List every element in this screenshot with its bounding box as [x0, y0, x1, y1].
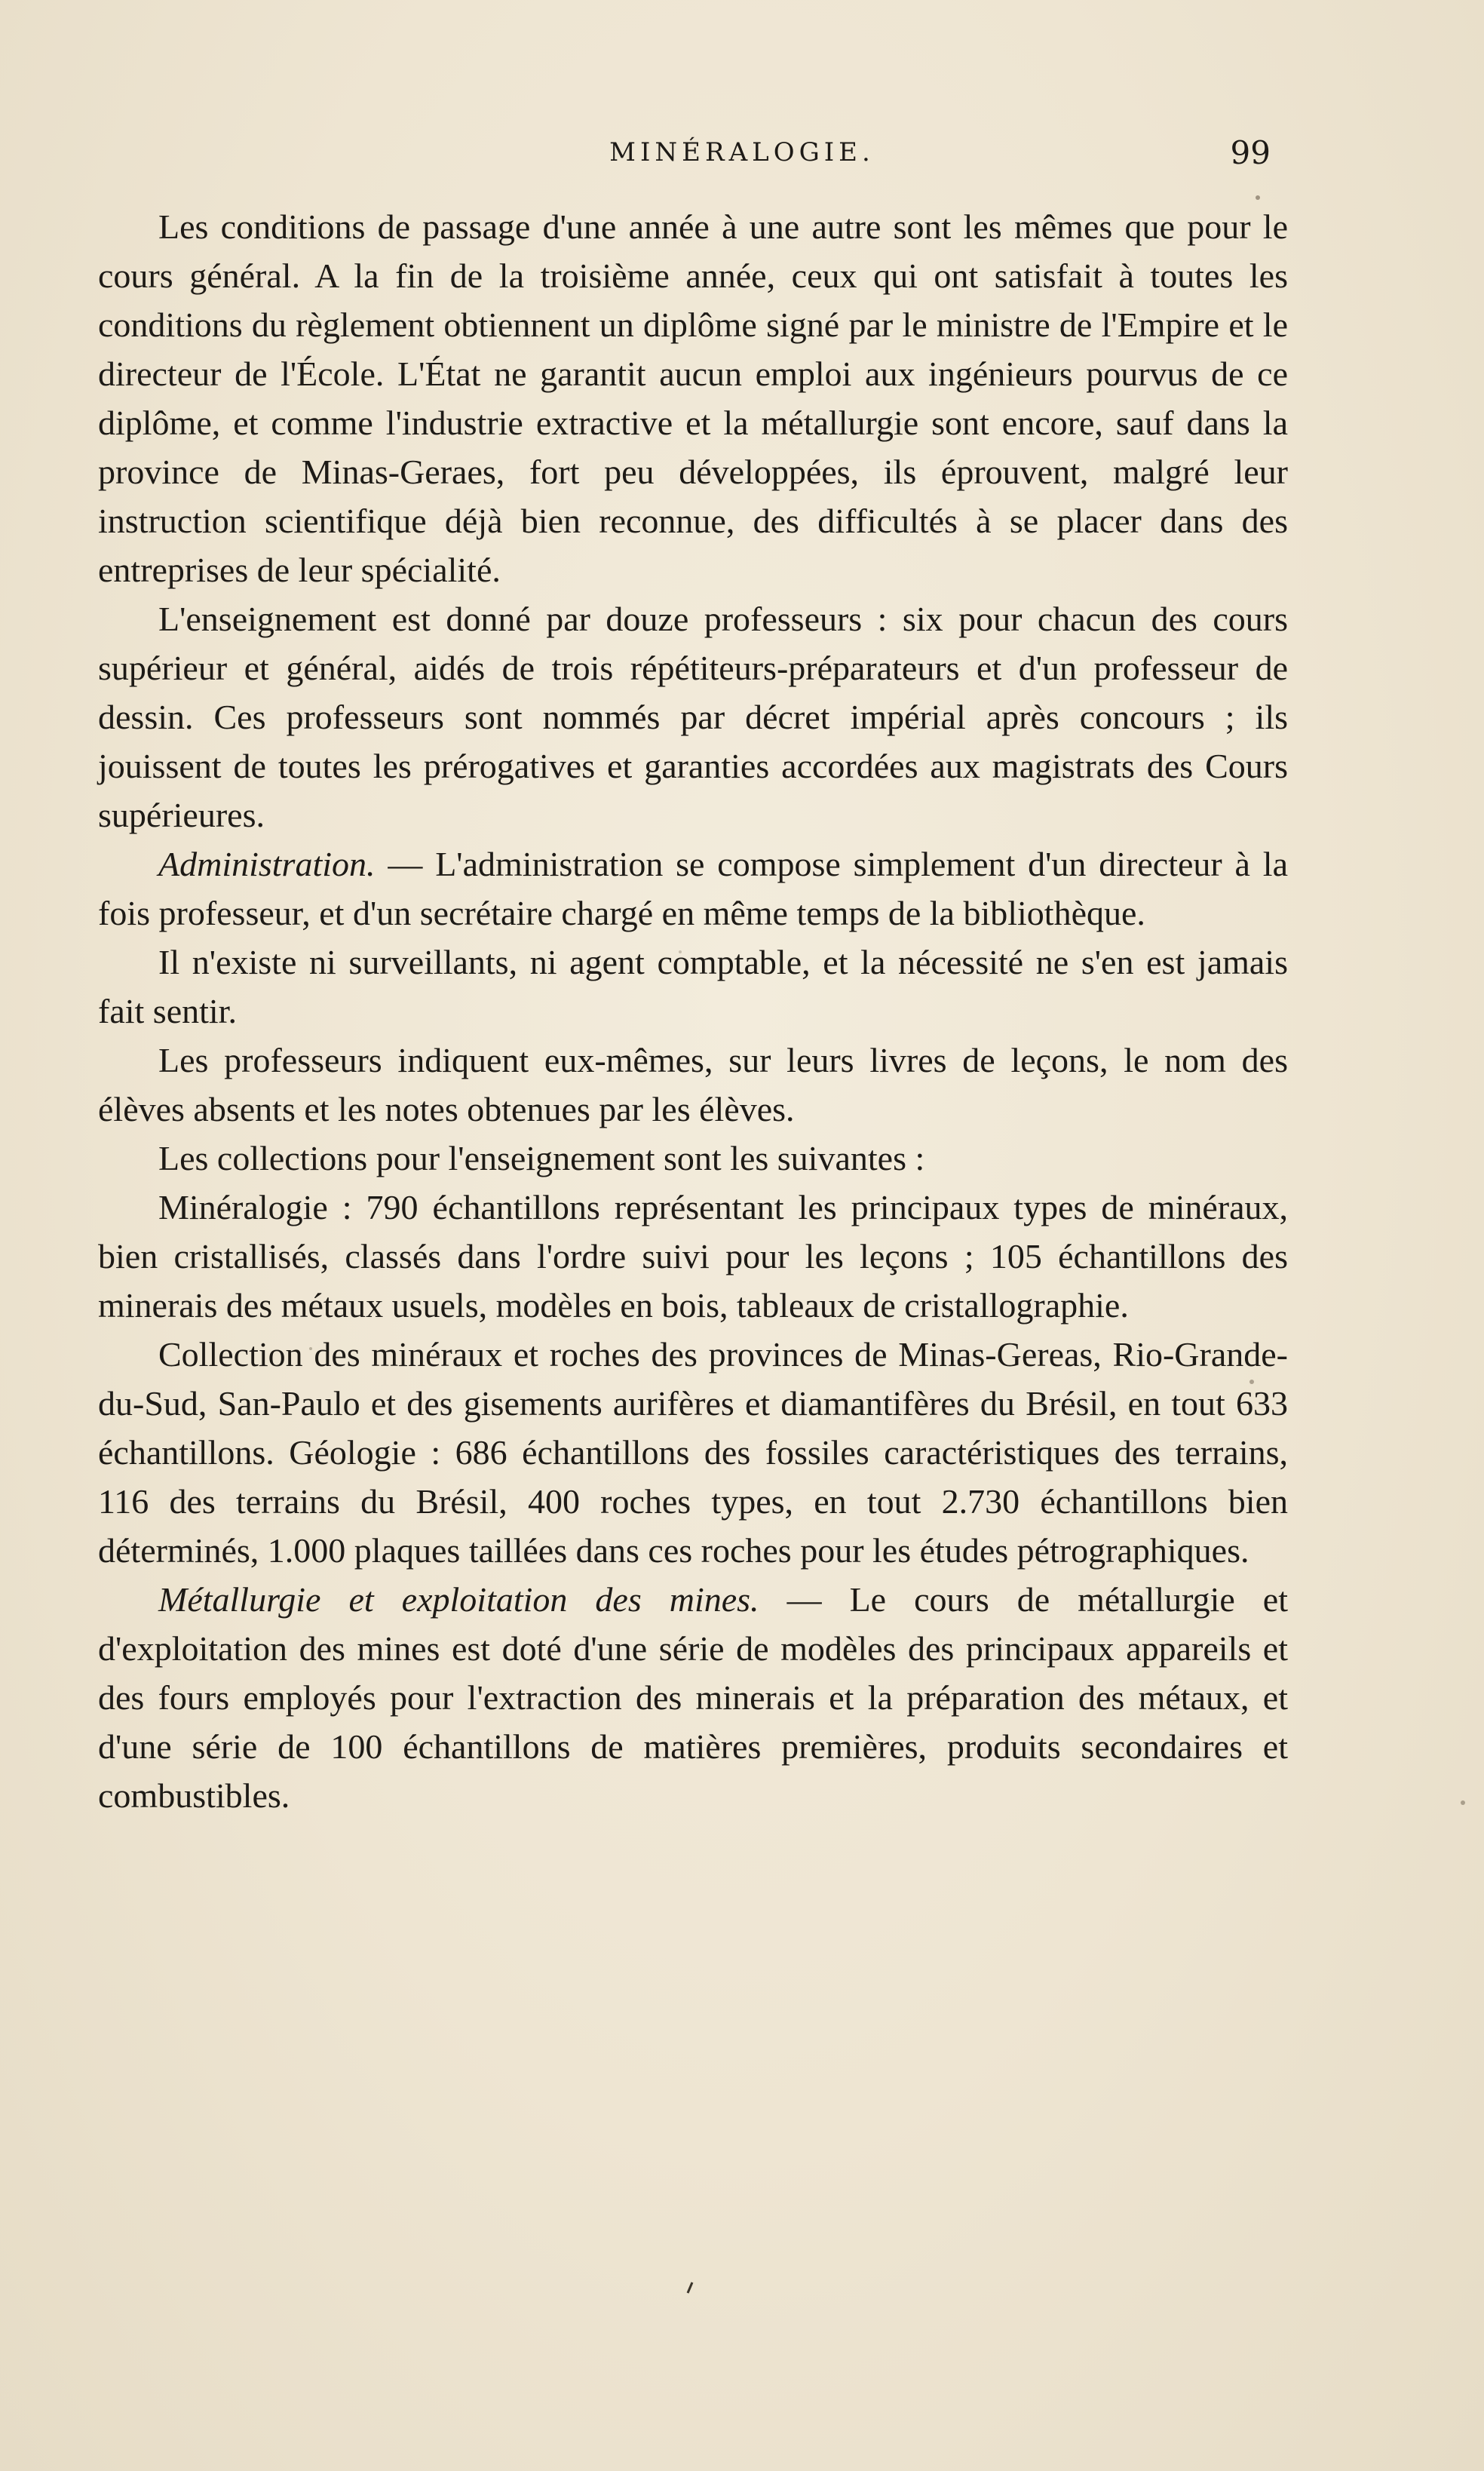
- paragraph-text: Collection des minéraux et roches des provinces de Minas-Gereas, Rio-Grande-du-Sud, San-Paulo et des gisements aurifères et diamantifères du Brésil, en tout 633 échantillons. Géologie : 686 échantillons des fossiles caractéristiques des terrains, 116 des terrains du Brésil, 400 roches types, en tout 2.730 échantillons bien déterminés, 1.000 plaques taillées dans ces roches pour les études pétrographiques.: [98, 1335, 1288, 1570]
- page-number: 99: [1230, 134, 1271, 171]
- paragraph-text: — Le cours de métallurgie et d'exploitation des mines est doté d'une série de modèles des principaux appareils et des fours employés pour l'extraction des minerais et la préparation des métaux, et d'une série de 100 échantillons de matières premières, produits secondaires et combustibles.: [98, 1580, 1288, 1815]
- running-title: MINÉRALOGIE.: [609, 137, 875, 167]
- paragraph-text: Minéralogie : 790 échantillons représentant les principaux types de minéraux, bien cristallisés, classés dans l'ordre suivi pour les leçons ; 105 échantillons des minerais des métaux usuels, modèles en bois, tableaux de cristallographie.: [98, 1188, 1288, 1325]
- paper-speck: [1249, 1380, 1254, 1384]
- section-lead: Métallurgie et exploitation des mines.: [158, 1580, 759, 1619]
- paragraph-text: — L'administration se compose simplement d'un directeur à la fois professeur, et d'un secrétaire chargé en même temps de la bibliothèque.: [98, 845, 1288, 932]
- paper-speck: [1256, 195, 1260, 200]
- paragraph-text: Les professeurs indiquent eux-mêmes, sur leurs livres de leçons, le nom des élèves absents et les notes obtenues par les élèves.: [98, 1041, 1288, 1128]
- paragraph-text: Les collections pour l'enseignement sont les suivantes :: [158, 1139, 925, 1177]
- paragraph-text: Il n'existe ni surveillants, ni agent comptable, et la nécessité ne s'en est jamais fait sentir.: [98, 943, 1288, 1030]
- paper-speck: [1461, 1800, 1465, 1805]
- paper-mark: [688, 2282, 692, 2293]
- paper-speck: [309, 1347, 312, 1350]
- paragraph-text: L'enseignement est donné par douze professeurs : six pour chacun des cours supérieur et général, aidés de trois répétiteurs-préparateurs et d'un professeur de dessin. Ces professeurs sont nommés par décret impérial après concours ; ils jouissent de toutes les prérogatives et garanties accordées aux magistrats des Cours supérieures.: [98, 600, 1288, 834]
- section-lead: Administration.: [158, 845, 376, 883]
- paragraph-text: Les conditions de passage d'une année à une autre sont les mêmes que pour le cours général. A la fin de la troisième année, ceux qui ont satisfait à toutes les conditions du règlement obtiennent un diplôme signé par le ministre de l'Empire et le directeur de l'École. L'État ne garantit aucun emploi aux ingénieurs pourvus de ce diplôme, et comme l'industrie extractive et la métallurgie sont encore, sauf dans la province de Minas-Geraes, fort peu développées, ils éprouvent, malgré leur instruction scientifique déjà bien reconnue, des difficultés à se placer dans des entreprises de leur spécialité.: [98, 207, 1288, 589]
- paper-speck: [679, 950, 682, 953]
